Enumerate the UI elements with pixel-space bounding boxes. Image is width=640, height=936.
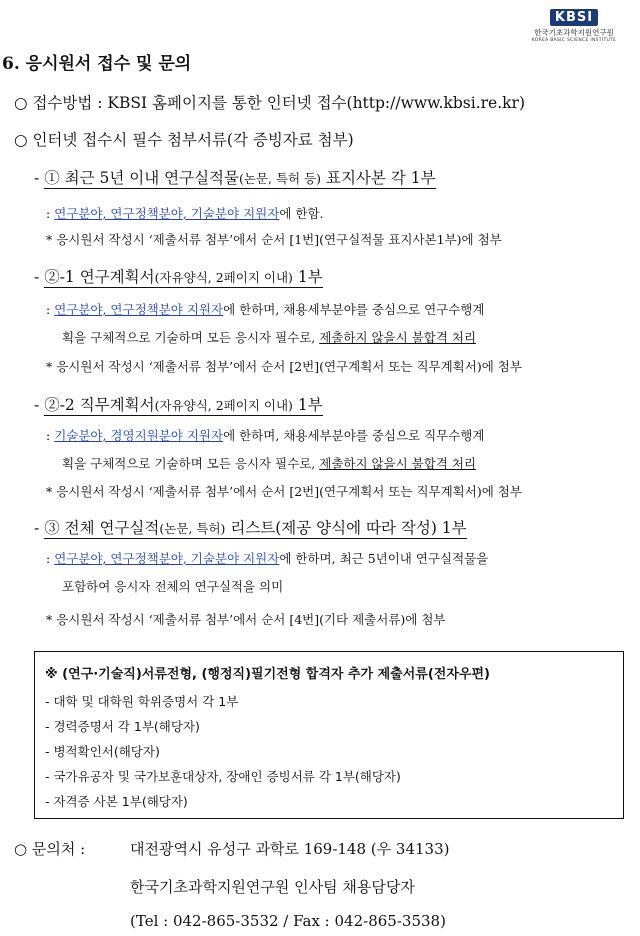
logo-english: KOREA BASIC SCIENCE INSTITUTE [531,38,617,43]
logo-mark: KBSI [550,9,598,26]
contact-address: 대전광역시 유성구 과학로 169-148 (우 34133) [130,840,450,858]
required-docs-heading: ○ 인터넷 접수시 필수 첨부서류(각 증빙자료 첨부) [14,131,354,149]
section-title: 6. 응시원서 접수 및 문의 [2,54,192,74]
item-3-desc-2: 획을 구체적으로 기술하며 모든 응시자 필수로, 제출하지 않을시 불합격 처리 [62,456,477,471]
box-row: - 자격증 사본 1부(해당자) [45,794,188,809]
item-title: ②-1 연구계획서(자유양식, 2페이지 이내) 1부 [44,268,323,286]
box-row: - 병적확인서(해당자) [45,744,160,759]
item-dash: - [34,169,40,187]
item-4-desc: : 연구분야, 연구정책분야, 기술분야 지원자에 한하며, 최근 5년이내 연구실적물을 [46,551,489,566]
kbsi-logo [514,6,634,43]
eligibility-link: 연구분야, 연구정책분야, 기술분야 지원자 [54,551,280,566]
rejection-warning: 제출하지 않을시 불합격 처리 [319,456,477,471]
item-2-desc: : 연구분야, 연구정책분야 지원자에 한하며, 채용세부분야를 중심으로 연구수행계 [46,302,485,317]
item-3-note: * 응시원서 작성시 ‘제출서류 첨부’에서 순서 [2번](연구계획서 또는 직무계획서)에 첨부 [46,484,522,499]
rejection-warning: 제출하지 않을시 불합격 처리 [319,330,477,345]
item-2-desc-2: 획을 구체적으로 기술하며 모든 응시자 필수로, 제출하지 않을시 불합격 처리 [62,330,477,345]
box-header: ※ (연구·기술직)서류전형, (행정직)필기전형 합격자 추가 제출서류(전자우편) [45,667,490,682]
item-4-desc-2: 포함하여 응시자 전체의 연구실적을 의미 [62,579,284,594]
item-title: ③ 전체 연구실적(논문, 특허) 리스트(제공 양식에 따라 작성) 1부 [44,519,467,537]
contact-org: 한국기초과학지원연구원 인사팀 채용담당자 [130,878,415,896]
submission-method: ○ 접수방법 : KBSI 홈페이지를 통한 인터넷 접수(http://www.kbsi.re.kr) [14,94,525,112]
item-2-note: * 응시원서 작성시 ‘제출서류 첨부’에서 순서 [2번](연구계획서 또는 직무계획서)에 첨부 [46,359,522,374]
eligibility-link: 연구분야, 연구정책분야 지원자 [54,302,224,317]
additional-docs-box [34,651,624,819]
logo-korean: 한국기초과학지원연구원 [534,28,614,37]
item-1-title [34,166,436,188]
box-row: - 대학 및 대학원 학위증명서 각 1부 [45,694,239,709]
box-row: - 경력증명서 각 1부(해당자) [45,719,200,734]
eligibility-link: 연구분야, 연구정책분야, 기술분야 지원자 [54,206,280,221]
item-4-title: - ③ 전체 연구실적(논문, 특허) 리스트(제공 양식에 따라 작성) 1부 [34,519,467,537]
item-1-desc: : 연구분야, 연구정책분야, 기술분야 지원자에 한함. [46,206,324,221]
eligibility-link: 기술분야, 경영지원분야 지원자 [54,428,224,443]
item-2-title: - ②-1 연구계획서(자유양식, 2페이지 이내) 1부 [34,268,323,286]
item-title: ① 최근 5년 이내 연구실적물(논문, 특허 등) 표지사본 각 1부 [44,169,436,187]
contact-label: ○ 문의처 : [14,840,86,858]
item-3-title: - ②-2 직무계획서(자유양식, 2페이지 이내) 1부 [34,396,323,414]
item-1-note: * 응시원서 작성시 ‘제출서류 첨부’에서 순서 [1번](연구실적물 표지사본1부)에 첨부 [46,232,502,247]
item-4-note: * 응시원서 작성시 ‘제출서류 첨부’에서 순서 [4번](기타 제출서류)에 첨부 [46,612,446,627]
item-title: ②-2 직무계획서(자유양식, 2페이지 이내) 1부 [44,396,323,414]
item-3-desc: : 기술분야, 경영지원분야 지원자에 한하며, 채용세부분야를 중심으로 직무수행계 [46,428,485,443]
box-row: - 국가유공자 및 국가보훈대상자, 장애인 증빙서류 각 1부(해당자) [45,769,401,784]
contact-phone: (Tel : 042-865-3532 / Fax : 042-865-3538) [130,912,446,930]
